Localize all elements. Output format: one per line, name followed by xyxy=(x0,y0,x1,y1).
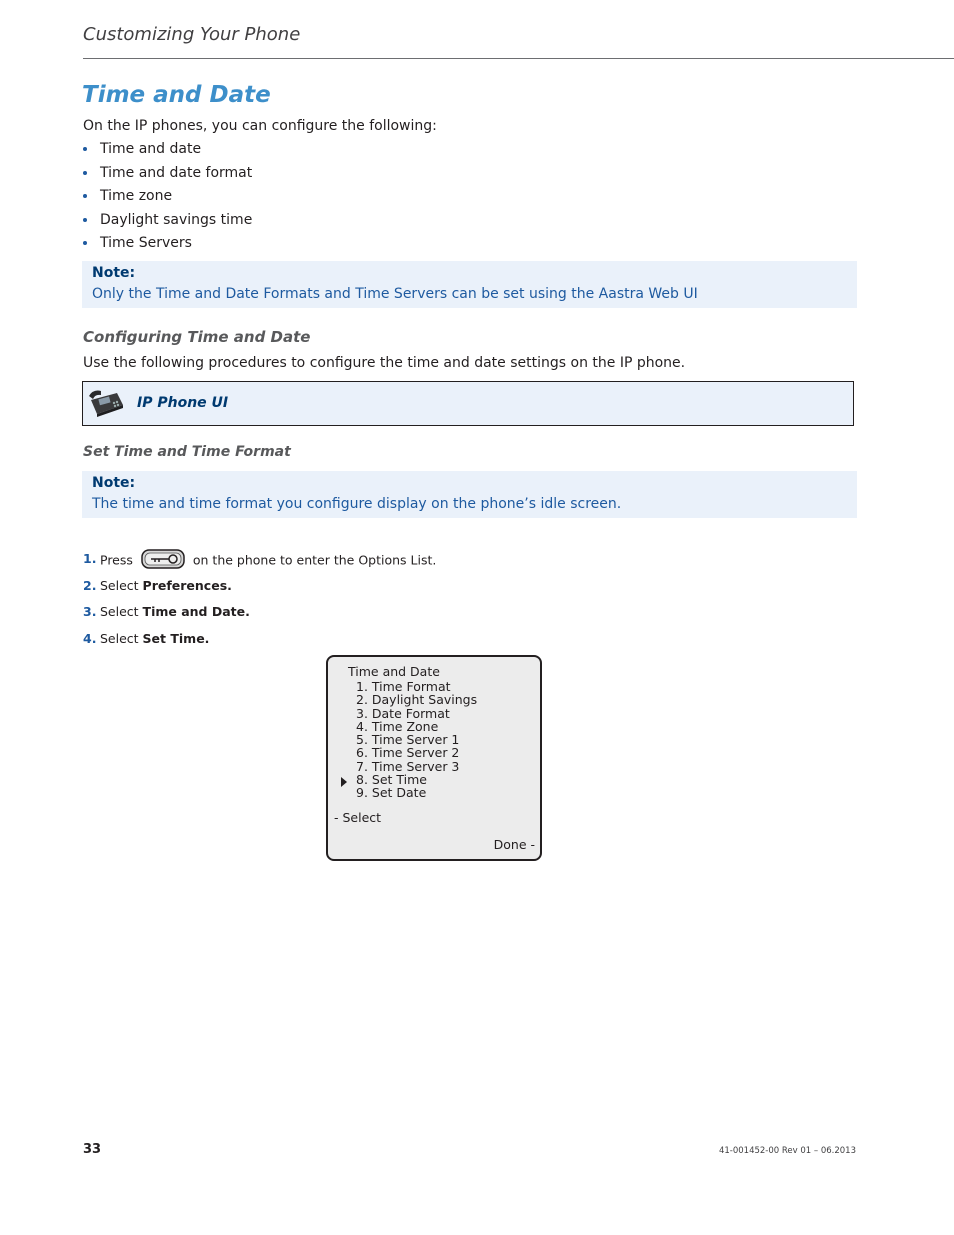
bullet-icon xyxy=(83,171,87,175)
list-item: Time and date format xyxy=(83,165,252,189)
section-description: Use the following procedures to configure the time and date settings on the IP phone. xyxy=(83,355,686,371)
note-text: The time and time format you configure display on the phone’s idle screen. xyxy=(92,496,622,512)
list-item: Time zone xyxy=(83,188,252,212)
bullet-icon xyxy=(83,241,87,245)
running-header: Customizing Your Phone xyxy=(83,24,301,45)
note-box-web-ui xyxy=(82,261,857,308)
section-title: Configuring Time and Date xyxy=(83,328,311,346)
note-label: Note: xyxy=(92,475,136,491)
done-softkey[interactable]: Done - xyxy=(493,837,535,852)
page-number: 33 xyxy=(83,1142,102,1157)
step-item: 4. Select Set Time. xyxy=(83,630,210,646)
menu-item-time-server-2[interactable]: 6. Time Server 2 xyxy=(356,745,460,761)
menu-item-date-format[interactable]: 3. Date Format xyxy=(356,705,450,721)
intro-text: On the IP phones, you can configure the following: xyxy=(83,118,437,134)
procedure-steps xyxy=(83,551,436,657)
ip-phone-ui-box xyxy=(82,381,854,426)
bullet-icon xyxy=(83,147,87,151)
step-number: 3. xyxy=(83,604,97,619)
bullet-icon xyxy=(83,194,87,198)
menu-item-time-server-3[interactable]: 7. Time Server 3 xyxy=(356,758,460,774)
phone-screen-display xyxy=(326,655,542,861)
note-box-idle-screen xyxy=(82,471,857,518)
screen-menu xyxy=(356,680,477,800)
step-item: 2. Select Preferences. xyxy=(83,577,232,593)
selection-cursor-icon xyxy=(341,777,347,787)
ip-phone-icon xyxy=(87,386,125,418)
note-label: Note: xyxy=(92,265,136,281)
options-key-icon xyxy=(141,549,185,569)
list-item: Daylight savings time xyxy=(83,212,252,236)
screen-title: Time and Date xyxy=(348,664,440,679)
step-item: 1. Press on the phone to enter the Options List. xyxy=(83,551,437,568)
step-item: 3. Select Time and Date. xyxy=(83,604,250,619)
menu-item-daylight-savings[interactable]: 2. Daylight Savings xyxy=(356,692,478,708)
step-number: 1. xyxy=(83,551,97,566)
menu-item-time-zone[interactable]: 4. Time Zone xyxy=(356,718,439,734)
select-softkey[interactable]: - Select xyxy=(334,810,382,825)
subsection-title: Set Time and Time Format xyxy=(83,444,291,460)
list-item: Time and date xyxy=(83,141,252,165)
step-number: 2. xyxy=(83,577,97,593)
header-divider xyxy=(83,58,954,59)
document-id: 41-001452-00 Rev 01 – 06.2013 xyxy=(718,1146,856,1156)
menu-item-set-date[interactable]: 9. Set Date xyxy=(356,785,427,801)
page-title: Time and Date xyxy=(82,82,271,108)
list-item: Time Servers xyxy=(83,235,252,259)
ui-box-label: IP Phone UI xyxy=(137,395,229,411)
menu-item-set-time[interactable]: 8. Set Time xyxy=(356,772,427,788)
step-number: 4. xyxy=(83,630,97,646)
menu-item-time-server-1[interactable]: 5. Time Server 1 xyxy=(356,732,460,748)
feature-list xyxy=(83,141,252,259)
menu-item-time-format[interactable]: 1. Time Format xyxy=(356,679,451,694)
note-text: Only the Time and Date Formats and Time Servers can be set using the Aastra Web UI xyxy=(92,286,698,302)
bullet-icon xyxy=(83,218,87,222)
